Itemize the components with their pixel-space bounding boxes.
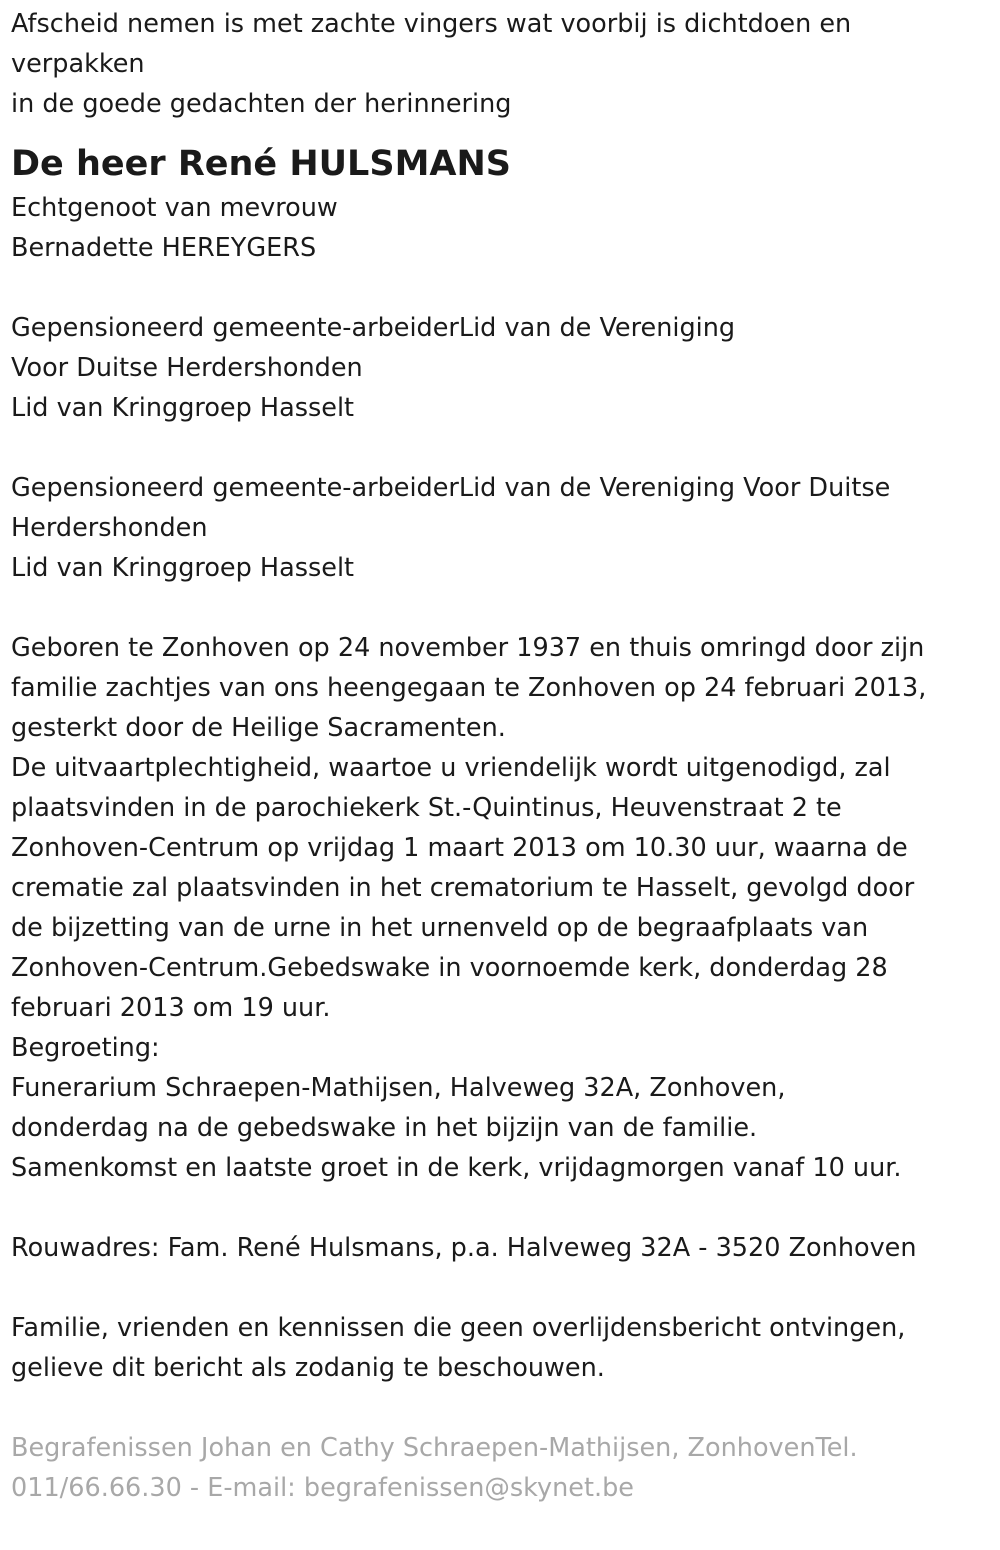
- announcement-line: donderdag na de gebedswake in het bijzijn van de familie.: [11, 1113, 758, 1143]
- spacer: [11, 588, 989, 628]
- announcement-line: februari 2013 om 19 uur.: [11, 993, 331, 1023]
- occupation-line: Lid van Kringgroep Hasselt: [11, 553, 355, 583]
- footer-line: 011/66.66.30 - E-mail: begrafenissen@skynet.be: [11, 1473, 634, 1503]
- occupation-line: Gepensioneerd gemeente-arbeiderLid van de Vereniging Voor Duitse: [11, 473, 891, 503]
- announcement-line: Funerarium Schraepen-Mathijsen, Halveweg 32A, Zonhoven,: [11, 1073, 786, 1103]
- funeral-home-footer: [11, 1428, 989, 1508]
- announcement-line: plaatsvinden in de parochiekerk St.-Quintinus, Heuvenstraat 2 te: [11, 793, 842, 823]
- occupation-line: Herdershonden: [11, 513, 208, 543]
- notice-line: gelieve dit bericht als zodanig te beschouwen.: [11, 1353, 605, 1383]
- announcement-line: Zonhoven-Centrum op vrijdag 1 maart 2013 om 10.30 uur, waarna de: [11, 833, 908, 863]
- announcement-block: [11, 628, 989, 1188]
- footer-line: Begrafenissen Johan en Cathy Schraepen-Mathijsen, ZonhovenTel.: [11, 1433, 858, 1463]
- announcement-line: De uitvaartplechtigheid, waartoe u vriendelijk wordt uitgenodigd, zal: [11, 753, 891, 783]
- mourning-address: [11, 1228, 989, 1268]
- notice-line: Familie, vrienden en kennissen die geen overlijdensbericht ontvingen,: [11, 1313, 906, 1343]
- spouse-info: [11, 188, 989, 268]
- spacer: [11, 1388, 989, 1428]
- intro-poem: [11, 4, 989, 124]
- occupation-block-2: [11, 468, 989, 588]
- announcement-line: Zonhoven-Centrum.Gebedswake in voornoemde kerk, donderdag 28: [11, 953, 888, 983]
- occupation-line: Gepensioneerd gemeente-arbeiderLid van de Vereniging: [11, 313, 736, 343]
- spouse-line: Echtgenoot van mevrouw: [11, 193, 338, 223]
- occupation-block-1: [11, 308, 989, 428]
- occupation-line: Lid van Kringgroep Hasselt: [11, 393, 355, 423]
- spacer: [11, 1188, 989, 1228]
- notice-block: [11, 1308, 989, 1388]
- spouse-line: Bernadette HEREYGERS: [11, 233, 317, 263]
- announcement-line: Geboren te Zonhoven op 24 november 1937 en thuis omringd door zijn: [11, 633, 925, 663]
- announcement-line: Samenkomst en laatste groet in de kerk, vrijdagmorgen vanaf 10 uur.: [11, 1153, 902, 1183]
- intro-line: Afscheid nemen is met zachte vingers wat voorbij is dichtdoen en: [11, 9, 852, 39]
- spacer: [11, 1268, 989, 1308]
- deceased-name: De heer René HULSMANS: [11, 144, 511, 184]
- intro-line: verpakken: [11, 49, 145, 79]
- spacer: [11, 268, 989, 308]
- announcement-line: de bijzetting van de urne in het urnenveld op de begraafplaats van: [11, 913, 869, 943]
- occupation-line: Voor Duitse Herdershonden: [11, 353, 363, 383]
- spacer: [11, 428, 989, 468]
- intro-line: in de goede gedachten der herinnering: [11, 89, 512, 119]
- announcement-line: crematie zal plaatsvinden in het crematorium te Hasselt, gevolgd door: [11, 873, 915, 903]
- announcement-line: Begroeting:: [11, 1033, 160, 1063]
- announcement-line: familie zachtjes van ons heengegaan te Zonhoven op 24 februari 2013,: [11, 673, 927, 703]
- announcement-line: gesterkt door de Heilige Sacramenten.: [11, 713, 506, 743]
- address-line: Rouwadres: Fam. René Hulsmans, p.a. Halveweg 32A - 3520 Zonhoven: [11, 1233, 917, 1263]
